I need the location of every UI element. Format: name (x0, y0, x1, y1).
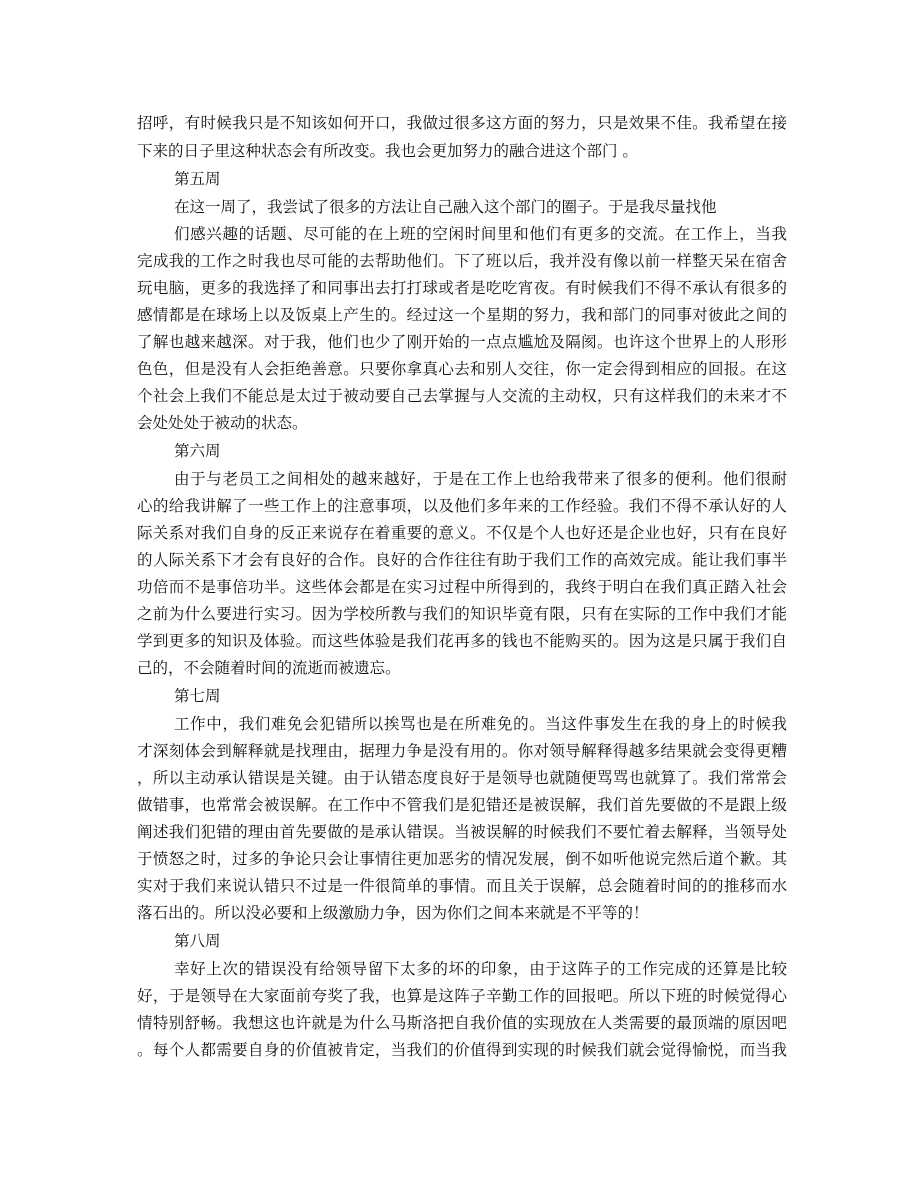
paragraph-line: 幸好上次的错误没有给领导留下太多的坏的印象，由于这阵子的工作完成的还算是比较 (174, 960, 787, 978)
paragraph-line: 招呼，有时候我只是不知该如何开口，我做过很多这方面的努力，只是效果不佳。我希望在接 (137, 114, 787, 132)
paragraph-line: ，所以主动承认错误是关键。由于认错态度良好于是领导也就随便骂骂也就算了。我们常常会 (137, 769, 787, 787)
paragraph-line: 阐述我们犯错的理由首先要做的是承认错误。当被误解的时候我们不要忙着去解释，当领导处 (137, 823, 787, 841)
paragraph-line: 下来的日子里这种状态会有所改变。我也会更加努力的融合进这个部门 。 (137, 142, 638, 160)
paragraph-line: 了解也越来越深。对于我，他们也少了刚开始的一点点尴尬及隔阂。也许这个世界上的人形形 (137, 333, 787, 351)
paragraph-line: 好，于是领导在大家面前夸奖了我，也算是这阵子辛勤工作的回报吧。所以下班的时候觉得心 (137, 987, 787, 1005)
paragraph-line: 做错事，也常常会被误解。在工作中不管我们是犯错还是被误解，我们首先要做的不是跟上级 (137, 796, 787, 814)
section-heading-week-6: 第六周 (174, 442, 221, 460)
paragraph-line: 情特别舒畅。我想这也许就是为什么马斯洛把自我价值的实现放在人类需要的最顶端的原因吧 (137, 1014, 787, 1032)
paragraph-line: 个社会上我们不能总是太过于被动要自己去掌握与人交流的主动权，只有这样我们的未来才不 (137, 387, 787, 405)
paragraph-line: 于愤怒之时，过多的争论只会让事情往更加恶劣的情况发展，倒不如听他说完然后道个歉。其 (137, 850, 787, 868)
section-heading-week-7: 第七周 (174, 687, 221, 705)
paragraph-line: 己的，不会随着时间的流逝而被遗忘。 (137, 659, 401, 677)
paragraph-line: 会处处处于被动的状态。 (137, 414, 308, 432)
paragraph-line: 际关系对我们自身的反正来说存在着重要的意义。不仅是个人也好还是企业也好，只有在良好 (137, 524, 787, 542)
paragraph-line: 感情都是在球场上以及饭桌上产生的。经过这一个星期的努力，我和部门的同事对彼此之间的 (137, 306, 787, 324)
paragraph-line: 由于与老员工之间相处的越来越好，于是在工作上也给我带来了很多的便利。他们很耐 (174, 470, 787, 488)
paragraph-line: 实对于我们来说认错只不过是一件很简单的事情。而且关于误解，总会随着时间的的推移而水 (137, 877, 787, 895)
paragraph-line: 学到更多的知识及体验。而这些体验是我们花再多的钱也不能购买的。因为这是只属于我们自 (137, 632, 787, 650)
paragraph-line: 的人际关系下才会有良好的合作。良好的合作往往有助于我们工作的高效完成。能让我们事半 (137, 551, 787, 569)
paragraph-line: 玩电脑，更多的我选择了和同事出去打打球或者是吃吃宵夜。有时候我们不得不承认有很多的 (137, 279, 787, 297)
paragraph-line: 们感兴趣的话题、尽可能的在上班的空闲时间里和他们有更多的交流。在工作上，当我 (174, 225, 787, 243)
paragraph-line: 心的给我讲解了一些工作上的注意事项，以及他们多年来的工作经验。我们不得不承认好的人 (137, 497, 787, 515)
paragraph-line: 才深刻体会到解释就是找理由，据理力争是没有用的。你对领导解释得越多结果就会变得更糟 (137, 742, 787, 760)
section-heading-week-5: 第五周 (174, 170, 221, 188)
paragraph-line: 之前为什么要进行实习。因为学校所教与我们的知识毕竟有限，只有在实际的工作中我们才能 (137, 605, 787, 623)
paragraph-line: 在这一周了，我尝试了很多的方法让自己融入这个部门的圈子。于是我尽量找他 (174, 198, 717, 216)
paragraph-line: 色色，但是没有人会拒绝善意。只要你拿真心去和别人交往，你一定会得到相应的回报。在这 (137, 360, 787, 378)
section-heading-week-8: 第八周 (174, 932, 221, 950)
paragraph-line: 落石出的。所以没必要和上级激励力争，因为你们之间本来就是不平等的！ (137, 904, 649, 922)
paragraph-line: 工作中，我们难免会犯错所以挨骂也是在所难免的。当这件事发生在我的身上的时候我 (174, 715, 787, 733)
paragraph-line: 完成我的工作之时我也尽可能的去帮助他们。下了班以后，我并没有像以前一样整天呆在宿舍 (137, 252, 787, 270)
paragraph-line: 。每个人都需要自身的价值被肯定，当我们的价值得到实现的时候我们就会觉得愉悦，而当我 (137, 1041, 787, 1059)
paragraph-line: 功倍而不是事倍功半。这些体会都是在实习过程中所得到的，我终于明白在我们真正踏入社会 (137, 578, 787, 596)
